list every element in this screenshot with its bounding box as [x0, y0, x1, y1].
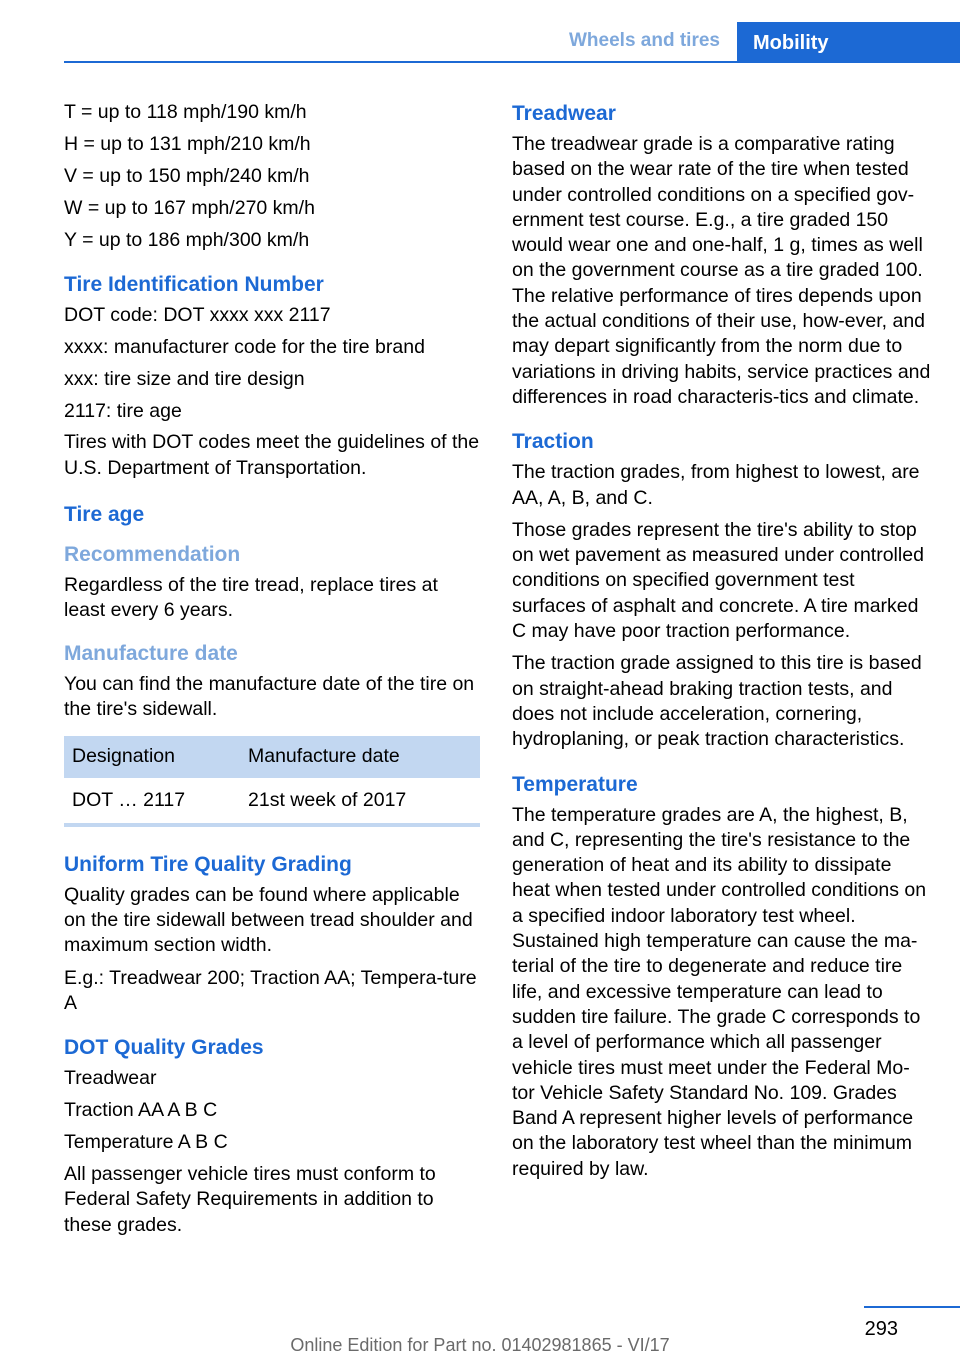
- tin-dot-code: DOT code: DOT xxxx xxx 2117: [64, 303, 331, 326]
- treadwear-heading: Treadwear: [512, 102, 616, 125]
- tin-manufacturer: xxxx: manufacturer code for the tire brand: [64, 335, 425, 358]
- header-chapter-tab: Mobility: [737, 22, 960, 62]
- table-header-row: [64, 736, 480, 777]
- tin-dot-note: Tires with DOT codes meet the guidelines of the U.S. Department of Transportation.: [64, 431, 480, 479]
- speed-rating-v: V = up to 150 mph/240 km/h: [64, 164, 310, 187]
- manufacture-date-text: You can find the manufacture date of the tire on the tire's sidewall.: [64, 672, 475, 720]
- left-column: [64, 100, 482, 1245]
- dot-grade-temperature: Temperature A B C: [64, 1131, 228, 1154]
- traction-heading: Traction: [512, 430, 594, 454]
- speed-rating-w: W = up to 167 mph/270 km/h: [64, 196, 315, 219]
- utqg-heading: Uniform Tire Quality Grading: [64, 852, 352, 876]
- recommendation-text: Regardless of the tire tread, replace tires at least every 6 years.: [64, 574, 438, 622]
- traction-text-3: The traction grade assigned to this tire is based on straight-ahead braking traction tests, and does not include acceleration, cornering, hydroplaning, or peak traction characteristics.: [512, 652, 922, 751]
- page-number: 293: [864, 1318, 898, 1340]
- dot-grades-heading: DOT Quality Grades: [64, 1036, 264, 1060]
- dot-grade-traction: Traction AA A B C: [64, 1099, 218, 1122]
- speed-rating-y: Y = up to 186 mph/300 km/h: [64, 228, 310, 251]
- tin-heading: Tire Identification Number: [64, 272, 324, 296]
- speed-rating-t: T = up to 118 mph/190 km/h: [64, 101, 307, 123]
- traction-text-1: The traction grades, from highest to lowest, are AA, A, B, and C.: [512, 461, 920, 509]
- table-row: [64, 778, 480, 825]
- temperature-heading: Temperature: [512, 772, 638, 796]
- table-cell-manufacture-date: 21st week of 2017: [240, 778, 480, 825]
- manufacture-date-heading: Manufacture date: [64, 641, 238, 665]
- header-rule: [64, 61, 960, 63]
- table-header-manufacture-date: Manufacture date: [240, 736, 480, 777]
- right-column: [512, 100, 932, 1189]
- manufacture-date-table: [64, 736, 480, 827]
- dot-grade-treadwear: Treadwear: [64, 1067, 157, 1090]
- edition-note: Online Edition for Part no. 01402981865 - VI/17: [290, 1335, 670, 1355]
- utqg-text-2: E.g.: Treadwear 200; Traction AA; Tempera‐ture A: [64, 966, 477, 1014]
- tire-age-heading: Tire age: [64, 503, 145, 527]
- table-cell-designation: DOT … 2117: [64, 778, 240, 825]
- treadwear-text: The treadwear grade is a comparative rating based on the wear rate of the tire when tested under controlled conditions on a specified gov‐ernment test course. E.g., a tire graded 150 would wear one and one-half, 1 g, times as well on the government course as a tire graded 100. The relative performance of tires depends upon the actual conditions of their use, how‐ever, and may depart significantly from the norm due to variations in driving habits, service practices and differences in road characteris‐tics and climate.: [512, 133, 931, 408]
- temperature-text: The temperature grades are A, the highest, B, and C, representing the tire's resistance to the generation of heat and its ability to dissipate heat when tested under controlled conditions on a specified indoor laboratory test wheel. Sustained high temperature can cause the ma‐terial of the tire to degenerate and reduce tire life, and excessive temperature can lead to sudden tire failure. The grade C corresponds to a level of performance which all passenger vehicle tires must meet under the Federal Mo‐tor Vehicle Safety Standard No. 109. Grades Band A represent higher levels of performance on the laboratory test wheel than the minimum required by law.: [512, 803, 927, 1180]
- header-section-title: Wheels and tires: [569, 30, 720, 51]
- utqg-text-1: Quality grades can be found where applicable on the tire sidewall between tread shoulder and maximum section width.: [64, 883, 473, 957]
- recommendation-heading: Recommendation: [64, 543, 241, 567]
- tin-age: 2117: tire age: [64, 399, 182, 422]
- footer-rule: [864, 1306, 960, 1308]
- dot-grades-note: All passenger vehicle tires must conform to Federal Safety Requirements in addition to these grades.: [64, 1162, 436, 1236]
- speed-rating-h: H = up to 131 mph/210 km/h: [64, 132, 311, 155]
- tin-size: xxx: tire size and tire design: [64, 367, 305, 390]
- table-header-designation: Designation: [64, 736, 240, 777]
- traction-text-2: Those grades represent the tire's ability to stop on wet pavement as measured under controlled conditions on specified government test surfaces of asphalt and concrete. A tire marked C may have poor traction performance.: [512, 518, 924, 643]
